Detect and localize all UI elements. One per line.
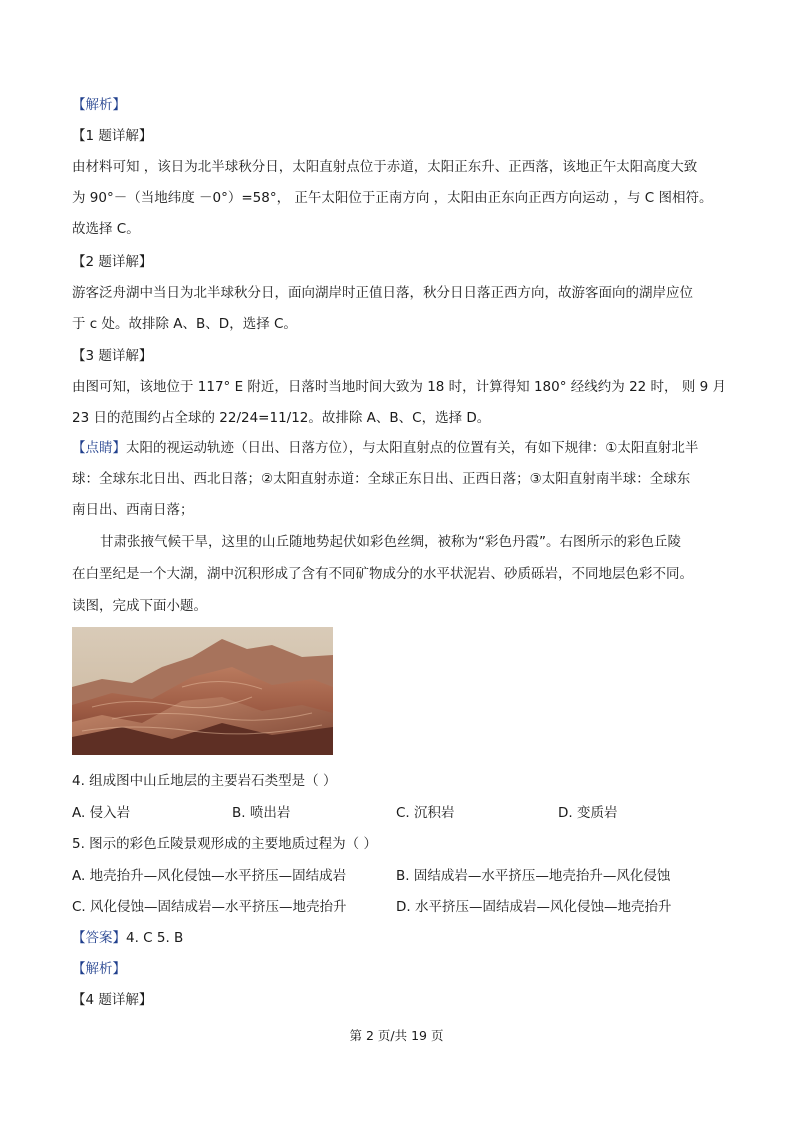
- answer-label: 【答案】: [72, 930, 126, 946]
- tip-text-1: 太阳的视运动轨迹（日出、日落方位），与太阳直射点的位置有关，有如下规律：①太阳直射北半: [126, 440, 699, 456]
- q4-option-c: C. 沉积岩: [396, 805, 455, 821]
- q3-line-2: 23 日的范围约占全球的 22/24=11/12。故排除 A、B、C，选择 D。: [72, 410, 491, 426]
- tip-line-3: 南日出、西南日落；: [72, 502, 194, 518]
- analysis-heading-2: 【解析】: [72, 961, 126, 977]
- q1-line-2: 为 90°－（当地纬度 －0°）=58°， 正午太阳位于正南方向 ，太阳由正东向正西方向运动 ，与 C 图相符。: [72, 190, 713, 206]
- q4-heading: 【4 题详解】: [72, 992, 153, 1008]
- q1-heading: 【1 题详解】: [72, 128, 153, 144]
- tip-label: 【点睛】: [72, 440, 126, 456]
- q4-option-d: D. 变质岩: [558, 805, 618, 821]
- q2-line-2: 于 c 处。故排除 A、B、D，选择 C。: [72, 316, 297, 332]
- passage-line-2: 在白垩纪是一个大湖，湖中沉积形成了含有不同矿物成分的水平状泥岩、砂质砾岩，不同地层色彩不同。: [72, 566, 693, 582]
- q5-option-b: B. 固结成岩—水平挤压—地壳抬升—风化侵蚀: [396, 868, 671, 884]
- q2-heading: 【2 题详解】: [72, 254, 153, 270]
- q2-line-1: 游客泛舟湖中当日为北半球秋分日，面向湖岸时正值日落，秋分日日落正西方向，故游客面向的湖岸应位: [72, 285, 693, 301]
- tip-line-1: [72, 438, 698, 458]
- answer-text: 4. C 5. B: [126, 930, 184, 946]
- question-4-stem: 4. 组成图中山丘地层的主要岩石类型是（ ）: [72, 773, 337, 789]
- analysis-heading-1: 【解析】: [72, 97, 126, 113]
- q5-option-c: C. 风化侵蚀—固结成岩—水平挤压—地壳抬升: [72, 899, 347, 915]
- answer-line: [72, 928, 183, 948]
- q4-option-b: B. 喷出岩: [232, 805, 291, 821]
- tip-line-2: 球：全球东北日出、西北日落；②太阳直射赤道：全球正东日出、正西日落；③太阳直射南半球：全球东: [72, 471, 691, 487]
- page-footer: 第 2 页/共 19 页: [349, 1028, 444, 1043]
- passage-line-1: 甘肃张掖气候干旱，这里的山丘随地势起伏如彩色丝绸，被称为“彩色丹霞”。右图所示的彩色丘陵: [100, 534, 681, 550]
- q3-heading: 【3 题详解】: [72, 348, 153, 364]
- q1-line-3: 故选择 C。: [72, 221, 140, 237]
- q5-option-d: D. 水平挤压—固结成岩—风化侵蚀—地壳抬升: [396, 899, 672, 915]
- q3-line-1: 由图可知，该地位于 117° E 附近，日落时当地时间大致为 18 时，计算得知 180° 经线约为 22 时， 则 9 月: [72, 379, 727, 395]
- q1-line-1: 由材料可知 ，该日为北半球秋分日，太阳直射点位于赤道，太阳正东升、正西落，该地正午太阳高度大致: [72, 159, 698, 175]
- danxia-landform-photo: [72, 627, 333, 755]
- passage-line-3: 读图，完成下面小题。: [72, 598, 207, 614]
- q4-option-a: A. 侵入岩: [72, 805, 131, 821]
- q5-option-a: A. 地壳抬升—风化侵蚀—水平挤压—固结成岩: [72, 868, 347, 884]
- question-5-stem: 5. 图示的彩色丘陵景观形成的主要地质过程为（ ）: [72, 836, 377, 852]
